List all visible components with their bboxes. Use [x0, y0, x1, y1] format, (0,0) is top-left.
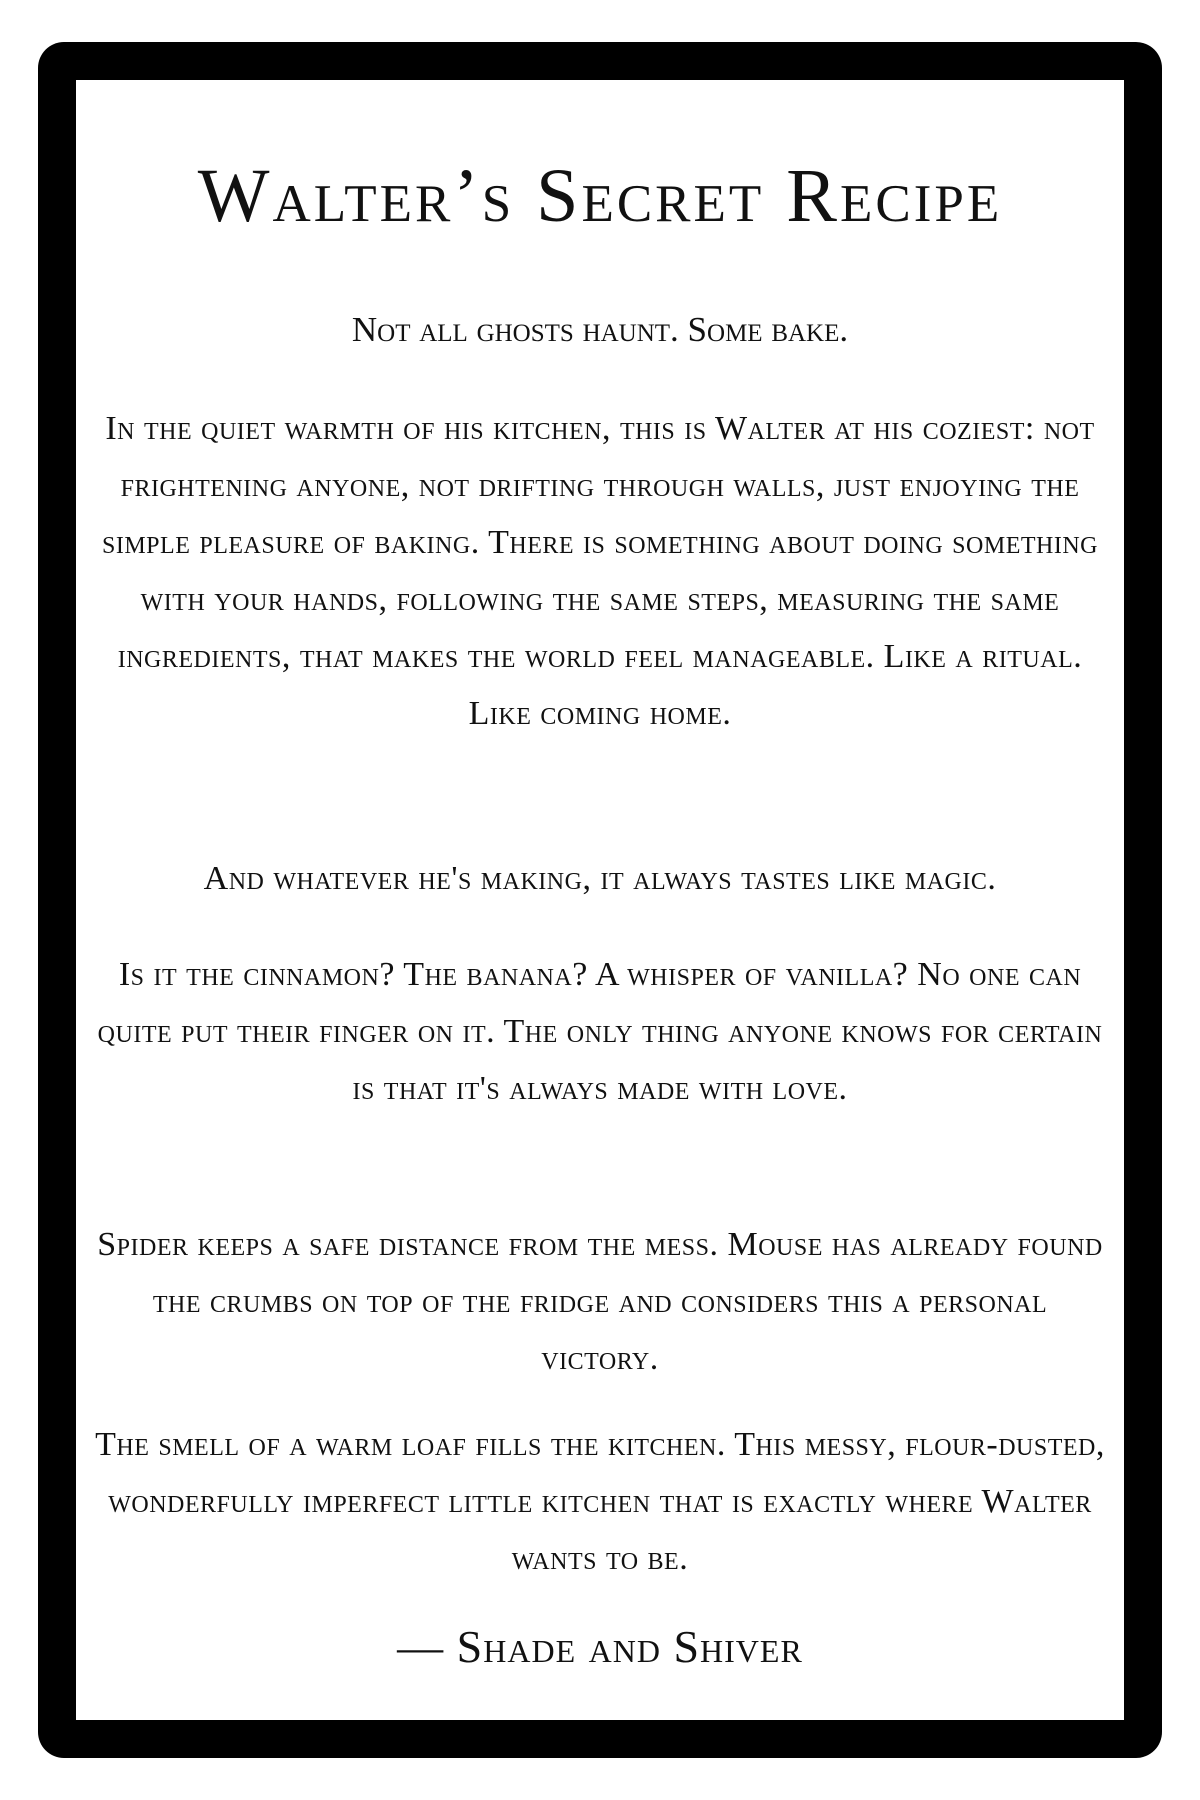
- recipe-card: [76, 80, 1124, 1720]
- signature: — Shade and Shiver: [397, 1621, 803, 1672]
- story-paragraph-1: In the quiet warmth of his kitchen, this is Walter at his coziest: not frightening anyone, not drifting through walls, just enjoying the simple pleasure of baking. There is something about doing something with your hands, following the same steps, measuring the same ingredients, that makes the world feel manageable. Like a ritual. Like coming home.: [102, 410, 1098, 732]
- story-paragraph-4: Spider keeps a safe distance from the mess. Mouse has already found the crumbs on top of the fridge and considers this a personal victory.: [97, 1226, 1103, 1377]
- card-frame: [38, 42, 1162, 1758]
- card-content: [76, 80, 1124, 1720]
- card-title: Walter’s Secret Recipe: [197, 154, 1003, 238]
- story-paragraph-3: Is it the cinnamon? The banana? A whisper of vanilla? No one can quite put their finger on it. The only thing anyone knows for certain is that it's always made with love.: [97, 956, 1103, 1107]
- story-paragraph-5: The smell of a warm loaf fills the kitchen. This messy, flour-dusted, wonderfully imperfect little kitchen that is exactly where Walter wants to be.: [95, 1426, 1105, 1577]
- story-paragraph-2: And whatever he's making, it always tastes like magic.: [203, 860, 997, 897]
- card-intro: Not all ghosts haunt. Some bake.: [351, 310, 849, 349]
